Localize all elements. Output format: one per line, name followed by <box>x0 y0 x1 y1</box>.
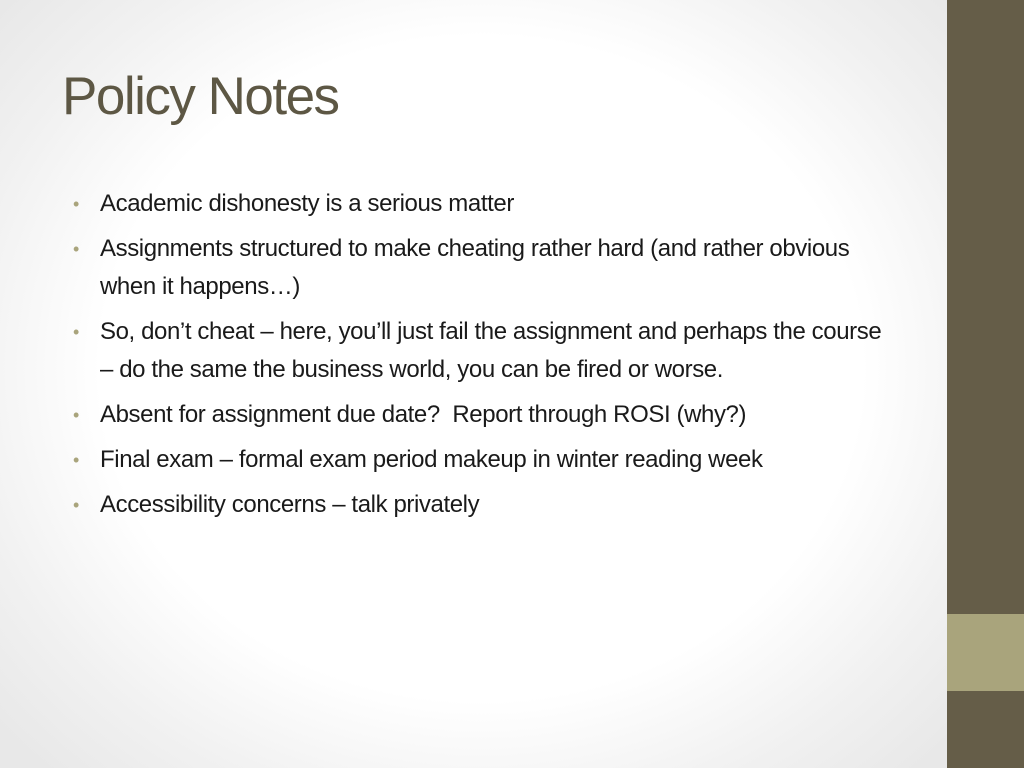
bullet-text: Academic dishonesty is a serious matter <box>100 190 514 217</box>
bullet-marker-icon: • <box>73 450 79 470</box>
bullet-text: Final exam – formal exam period makeup in winter reading week <box>100 446 763 473</box>
bullet-text: Assignments structured to make cheating rather hard (and rather obvious when it happens…) <box>100 235 850 300</box>
bullet-text: Absent for assignment due date? Report through ROSI (why?) <box>100 401 747 428</box>
bullet-item <box>73 185 900 223</box>
slide-title: Policy Notes <box>62 67 339 126</box>
bullet-text: Accessibility concerns – talk privately <box>100 491 480 518</box>
bullet-marker-icon: • <box>73 495 79 515</box>
bullet-item <box>73 486 900 524</box>
bullet-marker-icon: • <box>73 322 79 342</box>
bullet-list <box>73 185 900 531</box>
bullet-marker-icon: • <box>73 194 79 214</box>
bullet-item <box>73 396 900 434</box>
bullet-marker-icon: • <box>73 239 79 259</box>
bullet-item <box>73 313 900 389</box>
bullet-text: So, don’t cheat – here, you’ll just fail the assignment and perhaps the course – do the same the business world, you can be fired or worse. <box>100 318 882 383</box>
bullet-item <box>73 441 900 479</box>
bullet-marker-icon: • <box>73 405 79 425</box>
side-accent-block <box>947 614 1024 691</box>
bullet-item <box>73 230 900 306</box>
